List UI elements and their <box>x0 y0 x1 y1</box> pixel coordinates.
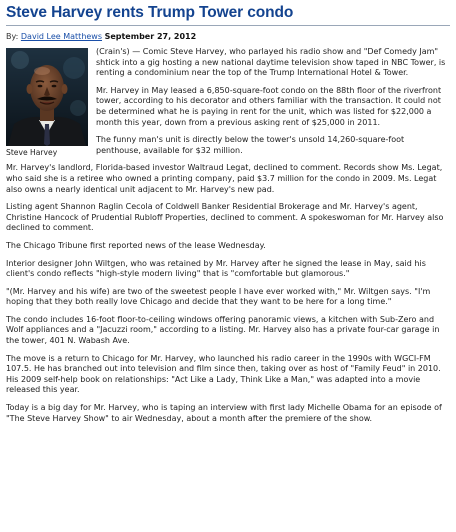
photo-figure <box>6 48 88 158</box>
byline <box>6 30 450 43</box>
byline-prefix: By: <box>6 32 19 41</box>
author-link[interactable]: David Lee Matthews <box>20 32 103 41</box>
publish-date: September 27, 2012 <box>104 32 197 41</box>
article-paragraph: (Crain's) — Comic Steve Harvey, who parlayed his radio show and "Def Comedy Jam" shtick into a gig hosting a new national daytime television show taped in NBC Tower, is renting a condominium near the top of the Trump International Hotel & Tower. <box>96 47 446 78</box>
headline-divider <box>6 25 450 26</box>
article-paragraph: The Chicago Tribune first reported news of the lease Wednesday. <box>6 240 266 250</box>
article-paragraph: The condo includes 16-foot floor-to-ceiling windows offering panoramic views, a kitchen with Sub-Zero and Wolf appliances and a "Jacuzzi room," according to a listing. Mr. Harvey also has a private four-car garage in the tower, 401 N. Wabash Ave. <box>6 314 440 346</box>
portrait-photo <box>6 48 88 146</box>
photo-caption: Steve Harvey <box>6 148 58 157</box>
article-paragraph: Mr. Harvey in May leased a 6,850-square-foot condo on the 88th floor of the riverfront tower, according to his decorator and others familiar with the transaction. It could not be determined what he is paying in rent for the unit, which was listed for $22,000 a month this year, down from a previous asking rent of $25,000 in 2011. <box>96 85 442 127</box>
article-headline: Steve Harvey rents Trump Tower condo <box>6 4 294 21</box>
article-paragraph: The move is a return to Chicago for Mr. Harvey, who launched his radio career in the 1990s with WGCI-FM 107.5. He has branched out into television and film since then, taking over as host of "Family Feud" in 2010. His 2009 self-help book on relationships: "Act Like a Lady, Think Like a Man," was adapted into a movie released this year. <box>6 353 441 395</box>
article-paragraph: Mr. Harvey's landlord, Florida-based investor Waltraud Legat, declined to comment. Records show Ms. Legat, who said she is a retiree who owned a printing company, paid $3.7 million for the condo in 2009. Ms. Legat also owns a nearly identical unit adjacent to Mr. Harvey's new pad. <box>6 163 443 194</box>
article-paragraph: Today is a big day for Mr. Harvey, who is taping an interview with first lady Michelle Obama for an episode of "The Steve Harvey Show" to air Wednesday, about a month after the premiere of the show. <box>6 403 442 423</box>
article-paragraph: Interior designer John Wiltgen, who was retained by Mr. Harvey after he signed the lease in May, said his client's condo reflects "high-style modern living" that is "comfortable but glamorous." <box>6 258 426 279</box>
article-paragraph: Listing agent Shannon Raglin Cecola of Coldwell Banker Residential Brokerage and Mr. Harvey's agent, Christine Hancock of Prudential Rubloff Properties, declined to comment. A spokeswoman for Mr. Harvey also declined to comment. <box>6 202 444 233</box>
article-body <box>6 47 450 424</box>
article-paragraph: "(Mr. Harvey and his wife) are two of the sweetest people I have ever worked with," Mr. Wiltgen says. "I'm hoping that they both really love Chicago and decide that they want to be here for a long time." <box>6 286 431 307</box>
article-paragraph: The funny man's unit is directly below the tower's unsold 14,260-square-foot penthouse, available for $32 million. <box>96 135 405 155</box>
